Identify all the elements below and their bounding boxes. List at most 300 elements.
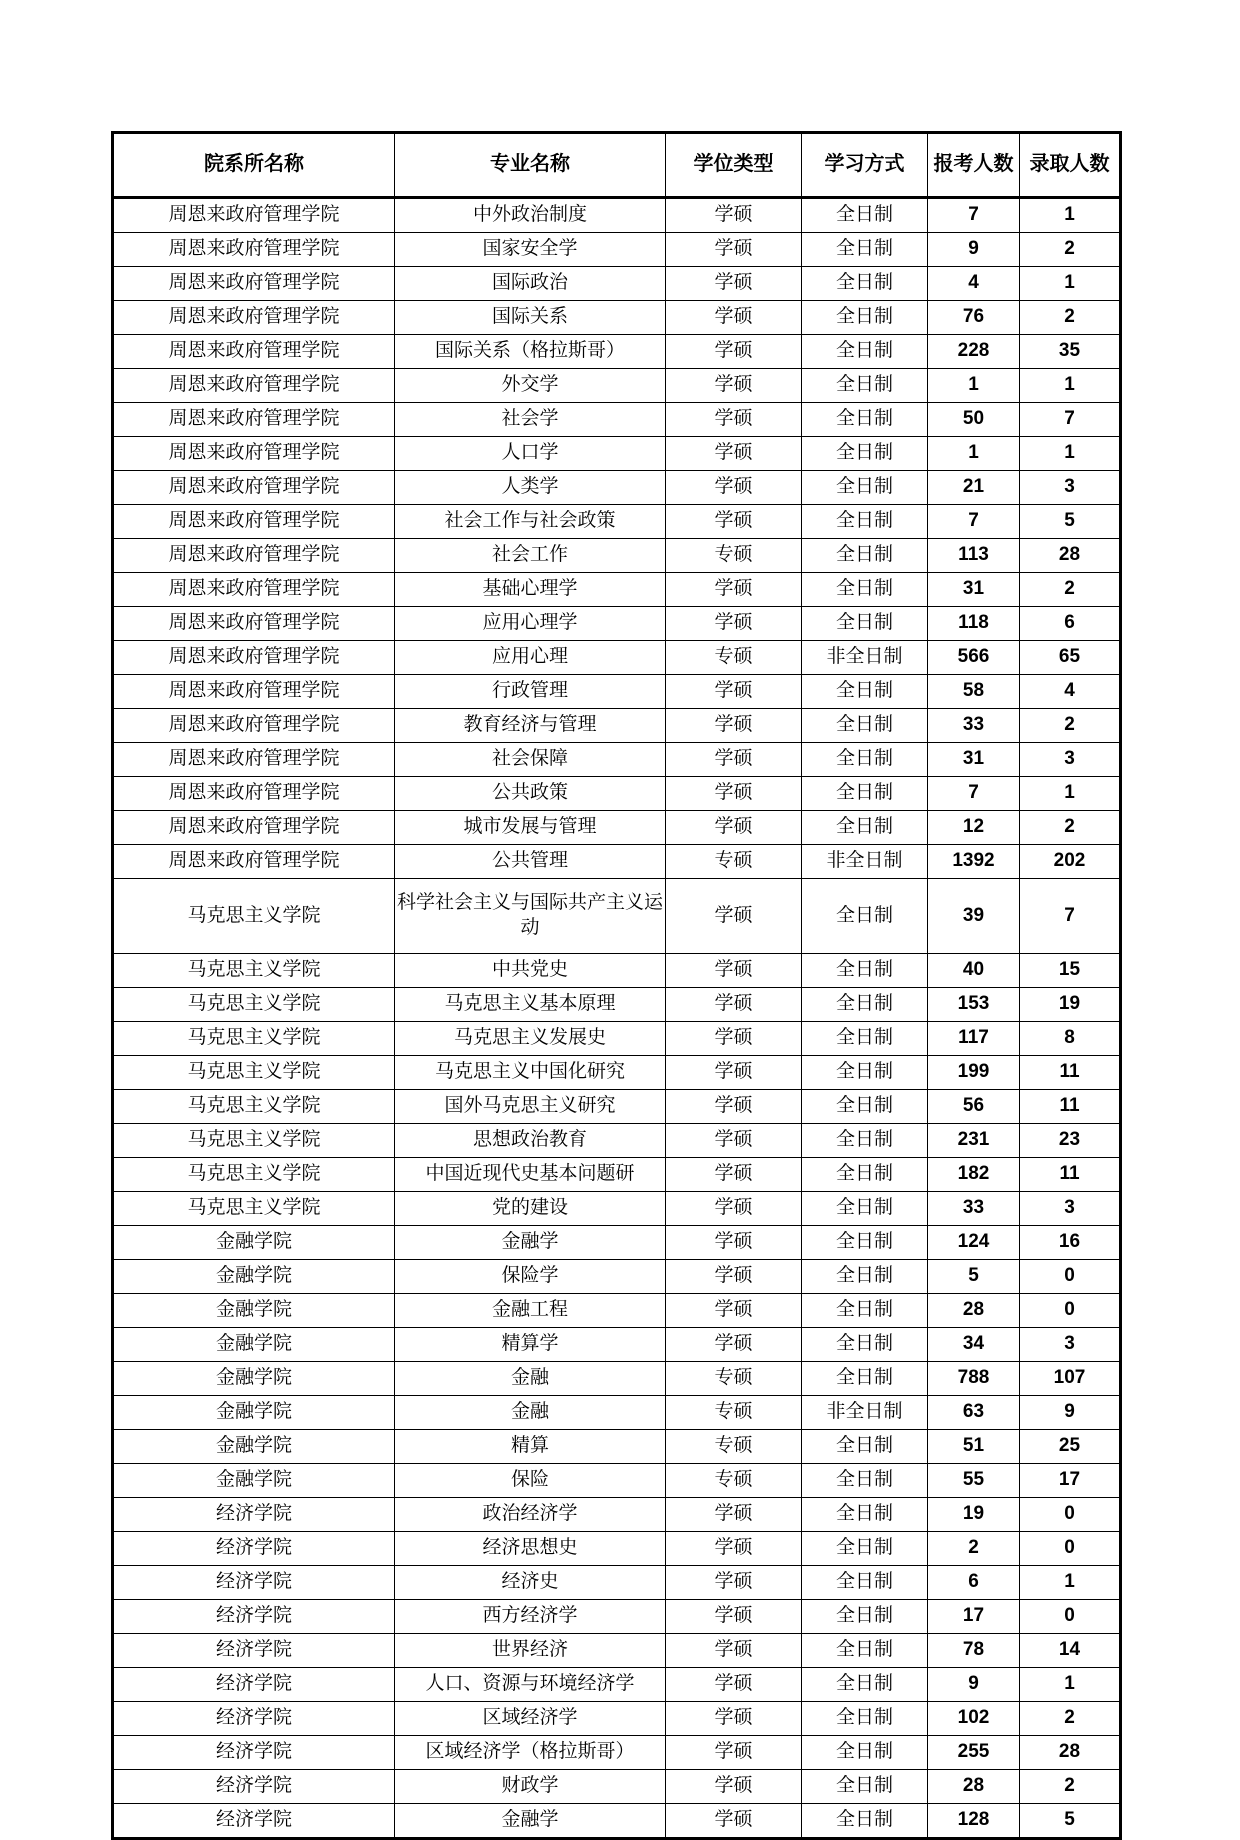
- cell-degree-type: 学硕: [666, 1192, 802, 1226]
- table-row: [113, 954, 1121, 988]
- cell-degree-type: 专硕: [666, 845, 802, 879]
- cell-department: 周恩来政府管理学院: [113, 675, 395, 709]
- cell-applicants: 228: [928, 335, 1020, 369]
- cell-department: 金融学院: [113, 1226, 395, 1260]
- table-row: [113, 335, 1121, 369]
- cell-department: 经济学院: [113, 1804, 395, 1839]
- cell-study-mode: 全日制: [802, 573, 928, 607]
- cell-major: 科学社会主义与国际共产主义运动: [395, 879, 666, 954]
- cell-admitted: 65: [1020, 641, 1121, 675]
- cell-major: 国家安全学: [395, 233, 666, 267]
- cell-applicants: 182: [928, 1158, 1020, 1192]
- cell-department: 马克思主义学院: [113, 1022, 395, 1056]
- cell-department: 周恩来政府管理学院: [113, 641, 395, 675]
- table-header: [113, 133, 1121, 198]
- cell-admitted: 28: [1020, 1736, 1121, 1770]
- cell-admitted: 9: [1020, 1396, 1121, 1430]
- cell-degree-type: 学硕: [666, 403, 802, 437]
- cell-department: 经济学院: [113, 1702, 395, 1736]
- cell-major: 世界经济: [395, 1634, 666, 1668]
- cell-admitted: 11: [1020, 1090, 1121, 1124]
- cell-degree-type: 学硕: [666, 267, 802, 301]
- cell-study-mode: 全日制: [802, 267, 928, 301]
- cell-major: 城市发展与管理: [395, 811, 666, 845]
- cell-degree-type: 学硕: [666, 1124, 802, 1158]
- cell-study-mode: 全日制: [802, 1158, 928, 1192]
- cell-applicants: 118: [928, 607, 1020, 641]
- table-row: [113, 301, 1121, 335]
- cell-applicants: 31: [928, 573, 1020, 607]
- cell-study-mode: 全日制: [802, 1770, 928, 1804]
- cell-department: 周恩来政府管理学院: [113, 505, 395, 539]
- cell-applicants: 33: [928, 1192, 1020, 1226]
- table-row: [113, 1600, 1121, 1634]
- cell-study-mode: 全日制: [802, 198, 928, 233]
- cell-major: 保险: [395, 1464, 666, 1498]
- table-row: [113, 1294, 1121, 1328]
- cell-applicants: 7: [928, 777, 1020, 811]
- cell-admitted: 4: [1020, 675, 1121, 709]
- cell-department: 金融学院: [113, 1328, 395, 1362]
- cell-major: 党的建设: [395, 1192, 666, 1226]
- cell-major: 金融学: [395, 1226, 666, 1260]
- table-row: [113, 1566, 1121, 1600]
- cell-department: 经济学院: [113, 1532, 395, 1566]
- cell-department: 经济学院: [113, 1770, 395, 1804]
- cell-major: 国外马克思主义研究: [395, 1090, 666, 1124]
- cell-major: 区域经济学: [395, 1702, 666, 1736]
- cell-major: 应用心理: [395, 641, 666, 675]
- cell-admitted: 1: [1020, 267, 1121, 301]
- cell-admitted: 19: [1020, 988, 1121, 1022]
- cell-admitted: 16: [1020, 1226, 1121, 1260]
- cell-major: 马克思主义发展史: [395, 1022, 666, 1056]
- cell-degree-type: 学硕: [666, 471, 802, 505]
- cell-study-mode: 全日制: [802, 403, 928, 437]
- table-row: [113, 1770, 1121, 1804]
- cell-department: 马克思主义学院: [113, 988, 395, 1022]
- cell-major: 基础心理学: [395, 573, 666, 607]
- cell-study-mode: 全日制: [802, 879, 928, 954]
- cell-study-mode: 全日制: [802, 1702, 928, 1736]
- cell-department: 金融学院: [113, 1464, 395, 1498]
- cell-degree-type: 学硕: [666, 1090, 802, 1124]
- cell-study-mode: 全日制: [802, 1294, 928, 1328]
- cell-admitted: 2: [1020, 573, 1121, 607]
- cell-department: 金融学院: [113, 1430, 395, 1464]
- cell-admitted: 15: [1020, 954, 1121, 988]
- cell-study-mode: 全日制: [802, 988, 928, 1022]
- cell-admitted: 2: [1020, 709, 1121, 743]
- cell-major: 区域经济学（格拉斯哥）: [395, 1736, 666, 1770]
- cell-department: 周恩来政府管理学院: [113, 267, 395, 301]
- cell-study-mode: 非全日制: [802, 845, 928, 879]
- cell-applicants: 34: [928, 1328, 1020, 1362]
- cell-degree-type: 学硕: [666, 573, 802, 607]
- cell-major: 国际关系: [395, 301, 666, 335]
- cell-major: 精算: [395, 1430, 666, 1464]
- cell-degree-type: 学硕: [666, 1566, 802, 1600]
- table-row: [113, 1532, 1121, 1566]
- cell-admitted: 17: [1020, 1464, 1121, 1498]
- table-row: [113, 1634, 1121, 1668]
- table-row: [113, 505, 1121, 539]
- cell-degree-type: 学硕: [666, 1634, 802, 1668]
- cell-degree-type: 学硕: [666, 369, 802, 403]
- column-header-applicants: 报考人数: [928, 133, 1020, 198]
- cell-admitted: 1: [1020, 777, 1121, 811]
- cell-degree-type: 学硕: [666, 1804, 802, 1839]
- cell-study-mode: 全日制: [802, 1464, 928, 1498]
- table-row: [113, 437, 1121, 471]
- cell-major: 公共政策: [395, 777, 666, 811]
- cell-major: 国际关系（格拉斯哥）: [395, 335, 666, 369]
- cell-major: 经济史: [395, 1566, 666, 1600]
- cell-admitted: 11: [1020, 1158, 1121, 1192]
- cell-degree-type: 学硕: [666, 1158, 802, 1192]
- table-row: [113, 879, 1121, 954]
- cell-degree-type: 学硕: [666, 233, 802, 267]
- cell-applicants: 56: [928, 1090, 1020, 1124]
- cell-applicants: 78: [928, 1634, 1020, 1668]
- cell-applicants: 1: [928, 369, 1020, 403]
- cell-study-mode: 全日制: [802, 1328, 928, 1362]
- cell-applicants: 9: [928, 1668, 1020, 1702]
- cell-degree-type: 学硕: [666, 988, 802, 1022]
- admissions-statistics-table: [111, 131, 1122, 1840]
- cell-admitted: 1: [1020, 1668, 1121, 1702]
- table-row: [113, 1804, 1121, 1839]
- table-row: [113, 539, 1121, 573]
- cell-applicants: 28: [928, 1294, 1020, 1328]
- cell-department: 周恩来政府管理学院: [113, 573, 395, 607]
- cell-admitted: 3: [1020, 1192, 1121, 1226]
- cell-major: 金融工程: [395, 1294, 666, 1328]
- cell-study-mode: 全日制: [802, 1260, 928, 1294]
- cell-admitted: 107: [1020, 1362, 1121, 1396]
- cell-degree-type: 学硕: [666, 1736, 802, 1770]
- cell-applicants: 76: [928, 301, 1020, 335]
- cell-applicants: 2: [928, 1532, 1020, 1566]
- cell-degree-type: 专硕: [666, 641, 802, 675]
- cell-degree-type: 学硕: [666, 505, 802, 539]
- cell-study-mode: 全日制: [802, 743, 928, 777]
- cell-study-mode: 全日制: [802, 709, 928, 743]
- cell-major: 教育经济与管理: [395, 709, 666, 743]
- cell-admitted: 0: [1020, 1532, 1121, 1566]
- cell-applicants: 199: [928, 1056, 1020, 1090]
- cell-admitted: 2: [1020, 233, 1121, 267]
- cell-major: 中共党史: [395, 954, 666, 988]
- cell-admitted: 3: [1020, 471, 1121, 505]
- cell-admitted: 5: [1020, 505, 1121, 539]
- cell-degree-type: 学硕: [666, 1532, 802, 1566]
- cell-department: 周恩来政府管理学院: [113, 369, 395, 403]
- cell-department: 经济学院: [113, 1600, 395, 1634]
- table-row: [113, 1124, 1121, 1158]
- cell-applicants: 21: [928, 471, 1020, 505]
- cell-major: 社会工作: [395, 539, 666, 573]
- cell-admitted: 0: [1020, 1600, 1121, 1634]
- cell-degree-type: 专硕: [666, 539, 802, 573]
- cell-applicants: 55: [928, 1464, 1020, 1498]
- cell-applicants: 128: [928, 1804, 1020, 1839]
- table-row: [113, 573, 1121, 607]
- cell-study-mode: 全日制: [802, 471, 928, 505]
- cell-degree-type: 学硕: [666, 1770, 802, 1804]
- cell-department: 马克思主义学院: [113, 954, 395, 988]
- cell-study-mode: 全日制: [802, 1056, 928, 1090]
- cell-admitted: 6: [1020, 607, 1121, 641]
- cell-major: 西方经济学: [395, 1600, 666, 1634]
- cell-major: 金融学: [395, 1804, 666, 1839]
- cell-department: 经济学院: [113, 1498, 395, 1532]
- cell-admitted: 0: [1020, 1294, 1121, 1328]
- cell-admitted: 28: [1020, 539, 1121, 573]
- cell-degree-type: 学硕: [666, 1600, 802, 1634]
- cell-degree-type: 学硕: [666, 879, 802, 954]
- cell-major: 外交学: [395, 369, 666, 403]
- cell-department: 马克思主义学院: [113, 1124, 395, 1158]
- cell-degree-type: 学硕: [666, 1668, 802, 1702]
- table-row: [113, 198, 1121, 233]
- table-row: [113, 1192, 1121, 1226]
- table-row: [113, 1668, 1121, 1702]
- cell-study-mode: 全日制: [802, 607, 928, 641]
- table-row: [113, 845, 1121, 879]
- cell-degree-type: 学硕: [666, 1056, 802, 1090]
- cell-study-mode: 全日制: [802, 1362, 928, 1396]
- table-row: [113, 607, 1121, 641]
- cell-major: 应用心理学: [395, 607, 666, 641]
- cell-admitted: 5: [1020, 1804, 1121, 1839]
- cell-major: 马克思主义中国化研究: [395, 1056, 666, 1090]
- table-row: [113, 369, 1121, 403]
- cell-department: 马克思主义学院: [113, 1158, 395, 1192]
- cell-major: 马克思主义基本原理: [395, 988, 666, 1022]
- cell-admitted: 3: [1020, 1328, 1121, 1362]
- cell-study-mode: 全日制: [802, 954, 928, 988]
- table-row: [113, 1498, 1121, 1532]
- cell-department: 周恩来政府管理学院: [113, 233, 395, 267]
- cell-study-mode: 全日制: [802, 1226, 928, 1260]
- cell-applicants: 39: [928, 879, 1020, 954]
- cell-department: 金融学院: [113, 1260, 395, 1294]
- table-row: [113, 743, 1121, 777]
- table-row: [113, 1226, 1121, 1260]
- cell-study-mode: 非全日制: [802, 1396, 928, 1430]
- cell-study-mode: 全日制: [802, 1124, 928, 1158]
- cell-study-mode: 全日制: [802, 437, 928, 471]
- cell-applicants: 5: [928, 1260, 1020, 1294]
- cell-applicants: 231: [928, 1124, 1020, 1158]
- cell-study-mode: 全日制: [802, 1600, 928, 1634]
- cell-admitted: 1: [1020, 437, 1121, 471]
- table-row: [113, 1464, 1121, 1498]
- cell-department: 金融学院: [113, 1362, 395, 1396]
- table-row: [113, 1736, 1121, 1770]
- cell-admitted: 1: [1020, 369, 1121, 403]
- cell-degree-type: 学硕: [666, 198, 802, 233]
- cell-admitted: 2: [1020, 301, 1121, 335]
- cell-department: 周恩来政府管理学院: [113, 743, 395, 777]
- table-row: [113, 1056, 1121, 1090]
- cell-study-mode: 全日制: [802, 505, 928, 539]
- table-row: [113, 267, 1121, 301]
- cell-major: 行政管理: [395, 675, 666, 709]
- cell-applicants: 28: [928, 1770, 1020, 1804]
- cell-admitted: 3: [1020, 743, 1121, 777]
- cell-study-mode: 全日制: [802, 1736, 928, 1770]
- cell-applicants: 7: [928, 505, 1020, 539]
- cell-department: 金融学院: [113, 1396, 395, 1430]
- cell-admitted: 23: [1020, 1124, 1121, 1158]
- cell-major: 社会保障: [395, 743, 666, 777]
- cell-admitted: 202: [1020, 845, 1121, 879]
- cell-study-mode: 全日制: [802, 1532, 928, 1566]
- cell-degree-type: 学硕: [666, 1294, 802, 1328]
- cell-applicants: 58: [928, 675, 1020, 709]
- cell-department: 周恩来政府管理学院: [113, 811, 395, 845]
- cell-applicants: 6: [928, 1566, 1020, 1600]
- admissions-statistics-sheet: [111, 131, 1119, 1840]
- cell-applicants: 102: [928, 1702, 1020, 1736]
- cell-applicants: 7: [928, 198, 1020, 233]
- cell-department: 周恩来政府管理学院: [113, 198, 395, 233]
- table-row: [113, 641, 1121, 675]
- cell-department: 周恩来政府管理学院: [113, 709, 395, 743]
- cell-department: 马克思主义学院: [113, 1056, 395, 1090]
- table-row: [113, 1158, 1121, 1192]
- cell-study-mode: 非全日制: [802, 641, 928, 675]
- cell-applicants: 788: [928, 1362, 1020, 1396]
- cell-admitted: 14: [1020, 1634, 1121, 1668]
- cell-department: 周恩来政府管理学院: [113, 845, 395, 879]
- cell-applicants: 117: [928, 1022, 1020, 1056]
- column-header-degree-type: 学位类型: [666, 133, 802, 198]
- table-row: [113, 988, 1121, 1022]
- cell-department: 马克思主义学院: [113, 1090, 395, 1124]
- cell-degree-type: 学硕: [666, 1702, 802, 1736]
- cell-department: 经济学院: [113, 1566, 395, 1600]
- cell-degree-type: 学硕: [666, 709, 802, 743]
- cell-major: 保险学: [395, 1260, 666, 1294]
- cell-major: 精算学: [395, 1328, 666, 1362]
- cell-admitted: 0: [1020, 1498, 1121, 1532]
- cell-admitted: 1: [1020, 198, 1121, 233]
- cell-applicants: 33: [928, 709, 1020, 743]
- cell-applicants: 17: [928, 1600, 1020, 1634]
- cell-applicants: 40: [928, 954, 1020, 988]
- table-row: [113, 1702, 1121, 1736]
- cell-admitted: 2: [1020, 1702, 1121, 1736]
- column-header-major: 专业名称: [395, 133, 666, 198]
- cell-degree-type: 学硕: [666, 777, 802, 811]
- cell-department: 周恩来政府管理学院: [113, 539, 395, 573]
- table-row: [113, 1260, 1121, 1294]
- cell-study-mode: 全日制: [802, 1634, 928, 1668]
- cell-degree-type: 学硕: [666, 1498, 802, 1532]
- cell-degree-type: 学硕: [666, 301, 802, 335]
- cell-study-mode: 全日制: [802, 1430, 928, 1464]
- cell-degree-type: 学硕: [666, 811, 802, 845]
- cell-degree-type: 专硕: [666, 1362, 802, 1396]
- cell-major: 社会学: [395, 403, 666, 437]
- cell-study-mode: 全日制: [802, 811, 928, 845]
- cell-study-mode: 全日制: [802, 233, 928, 267]
- cell-department: 周恩来政府管理学院: [113, 403, 395, 437]
- table-row: [113, 403, 1121, 437]
- cell-department: 经济学院: [113, 1634, 395, 1668]
- cell-degree-type: 学硕: [666, 607, 802, 641]
- cell-degree-type: 学硕: [666, 1022, 802, 1056]
- cell-degree-type: 学硕: [666, 675, 802, 709]
- cell-applicants: 1: [928, 437, 1020, 471]
- cell-applicants: 124: [928, 1226, 1020, 1260]
- cell-study-mode: 全日制: [802, 777, 928, 811]
- table-row: [113, 471, 1121, 505]
- cell-degree-type: 学硕: [666, 335, 802, 369]
- cell-applicants: 255: [928, 1736, 1020, 1770]
- column-header-study-mode: 学习方式: [802, 133, 928, 198]
- cell-study-mode: 全日制: [802, 1566, 928, 1600]
- cell-study-mode: 全日制: [802, 369, 928, 403]
- cell-degree-type: 学硕: [666, 1328, 802, 1362]
- cell-applicants: 19: [928, 1498, 1020, 1532]
- cell-department: 周恩来政府管理学院: [113, 335, 395, 369]
- cell-applicants: 50: [928, 403, 1020, 437]
- cell-applicants: 153: [928, 988, 1020, 1022]
- table-row: [113, 1022, 1121, 1056]
- cell-study-mode: 全日制: [802, 1192, 928, 1226]
- cell-admitted: 25: [1020, 1430, 1121, 1464]
- cell-applicants: 566: [928, 641, 1020, 675]
- cell-study-mode: 全日制: [802, 1804, 928, 1839]
- cell-degree-type: 学硕: [666, 954, 802, 988]
- cell-department: 周恩来政府管理学院: [113, 301, 395, 335]
- cell-major: 金融: [395, 1396, 666, 1430]
- table-row: [113, 709, 1121, 743]
- cell-major: 经济思想史: [395, 1532, 666, 1566]
- header-row: [113, 133, 1121, 198]
- cell-major: 中国近现代史基本问题研: [395, 1158, 666, 1192]
- cell-degree-type: 学硕: [666, 437, 802, 471]
- cell-degree-type: 学硕: [666, 743, 802, 777]
- table-row: [113, 1430, 1121, 1464]
- cell-department: 经济学院: [113, 1668, 395, 1702]
- cell-applicants: 4: [928, 267, 1020, 301]
- cell-study-mode: 全日制: [802, 301, 928, 335]
- cell-admitted: 2: [1020, 1770, 1121, 1804]
- cell-study-mode: 全日制: [802, 1022, 928, 1056]
- column-header-admitted: 录取人数: [1020, 133, 1121, 198]
- cell-applicants: 31: [928, 743, 1020, 777]
- cell-department: 马克思主义学院: [113, 1192, 395, 1226]
- cell-department: 马克思主义学院: [113, 879, 395, 954]
- cell-major: 人类学: [395, 471, 666, 505]
- cell-applicants: 51: [928, 1430, 1020, 1464]
- cell-study-mode: 全日制: [802, 335, 928, 369]
- cell-department: 经济学院: [113, 1736, 395, 1770]
- cell-department: 周恩来政府管理学院: [113, 607, 395, 641]
- cell-department: 周恩来政府管理学院: [113, 471, 395, 505]
- cell-applicants: 9: [928, 233, 1020, 267]
- cell-study-mode: 全日制: [802, 539, 928, 573]
- cell-study-mode: 全日制: [802, 1090, 928, 1124]
- cell-degree-type: 专硕: [666, 1396, 802, 1430]
- cell-major: 人口、资源与环境经济学: [395, 1668, 666, 1702]
- table-body: [113, 198, 1121, 1839]
